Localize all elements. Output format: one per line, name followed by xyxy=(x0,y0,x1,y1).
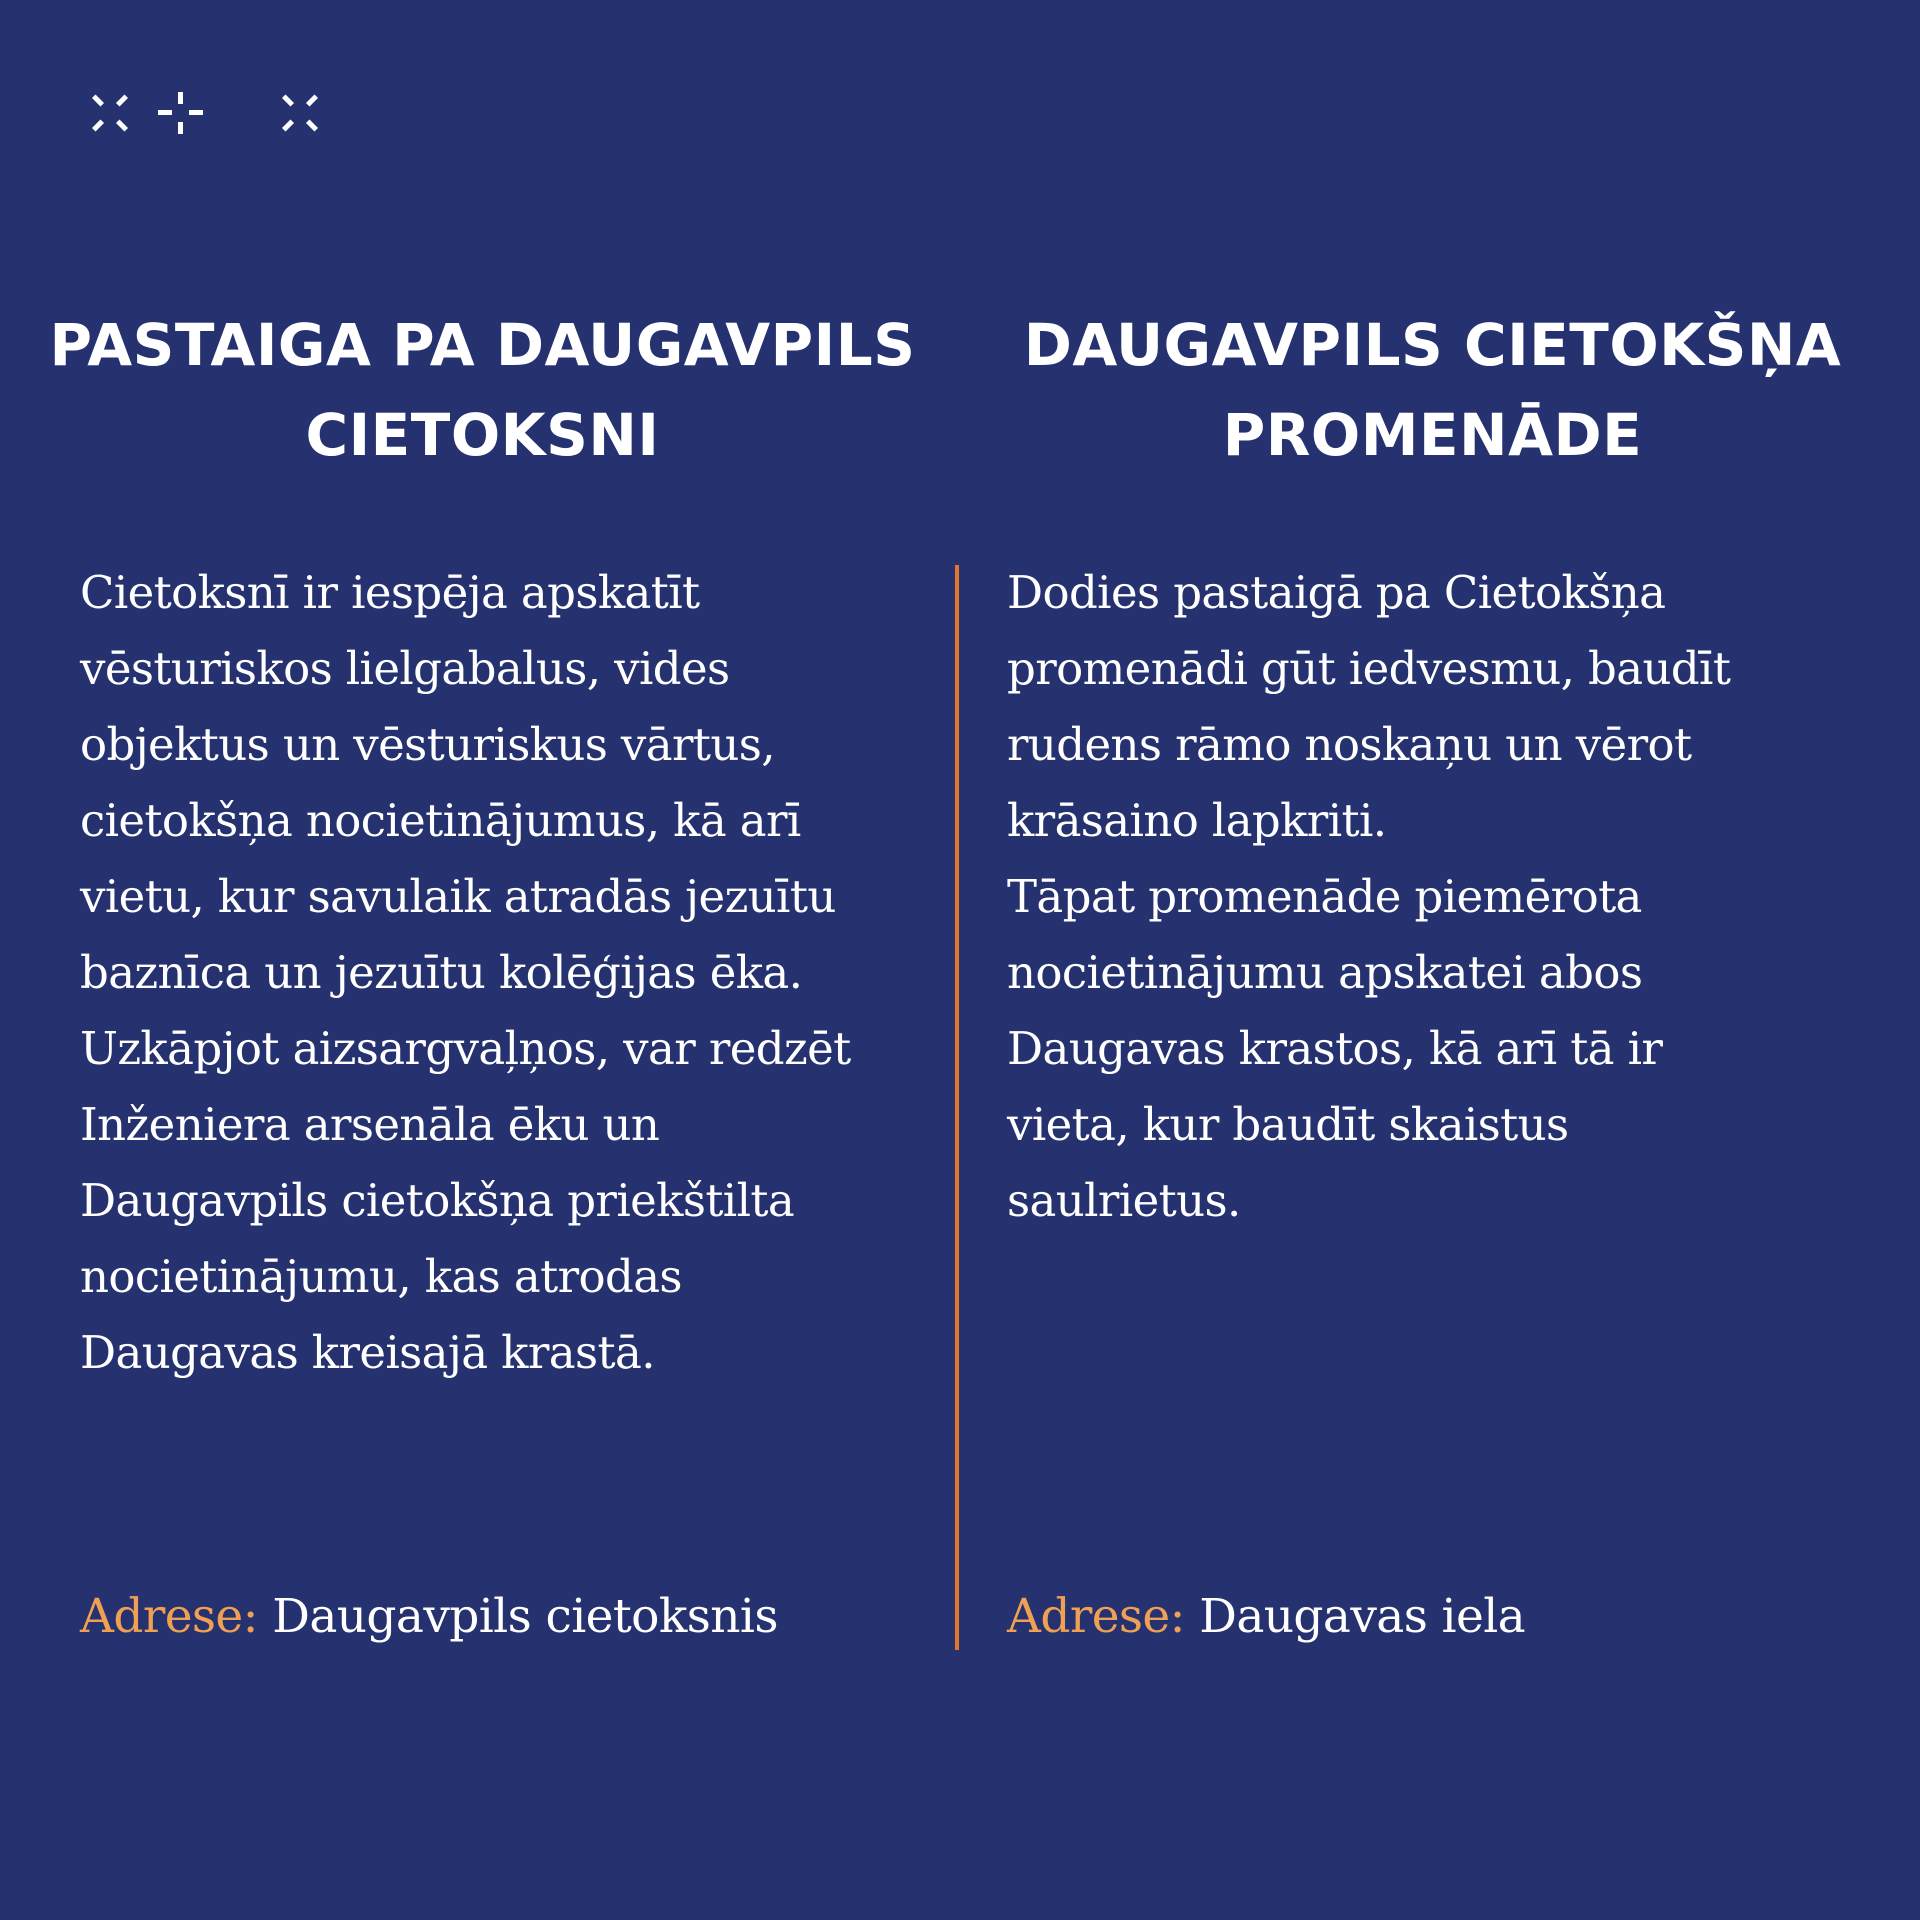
column-body-left: Cietoksnī ir iespēja apskatīt vēsturiskos lielgabalus, vides objektus un vēsturiskus vārtus, cietokšņa nocietinājumus, kā arī vietu, kur savulaik atradās jezuītu baznīca un jezuītu kolēģijas ēka. Uzkāpjot aizsargvaļņos, var redzēt Inženiera arsenāla ēku un Daugavpils cietokšņa priekštilta nocietinājumu, kas atrodas Daugavas kreisajā krastā. xyxy=(80,566,851,1379)
address-right xyxy=(1007,1582,1525,1652)
address-label-left: Adrese: xyxy=(80,1589,258,1644)
address-label-right: Adrese: xyxy=(1007,1589,1185,1644)
column-divider xyxy=(955,565,959,1650)
sparkle-cross-logo-icon xyxy=(88,92,328,146)
address-value-left: Daugavpils cietoksnis xyxy=(272,1589,778,1644)
column-title-left: PASTAIGA PA DAUGAVPILS CIETOKSNI xyxy=(49,311,916,469)
address-value-right: Daugavas iela xyxy=(1199,1589,1526,1644)
column-body-right: Dodies pastaigā pa Cietokšņa promenādi gūt iedvesmu, baudīt rudens rāmo noskaņu un vērot krāsaino lapkriti. Tāpat promenāde piemērota nocietinājumu apskatei abos Daugavas krastos, kā arī tā ir vieta, kur baudīt skaistus saulrietus. xyxy=(1007,566,1731,1227)
address-left xyxy=(80,1582,778,1652)
column-title-right: DAUGAVPILS CIETOKŠŅA PROMENĀDE xyxy=(1023,311,1842,469)
